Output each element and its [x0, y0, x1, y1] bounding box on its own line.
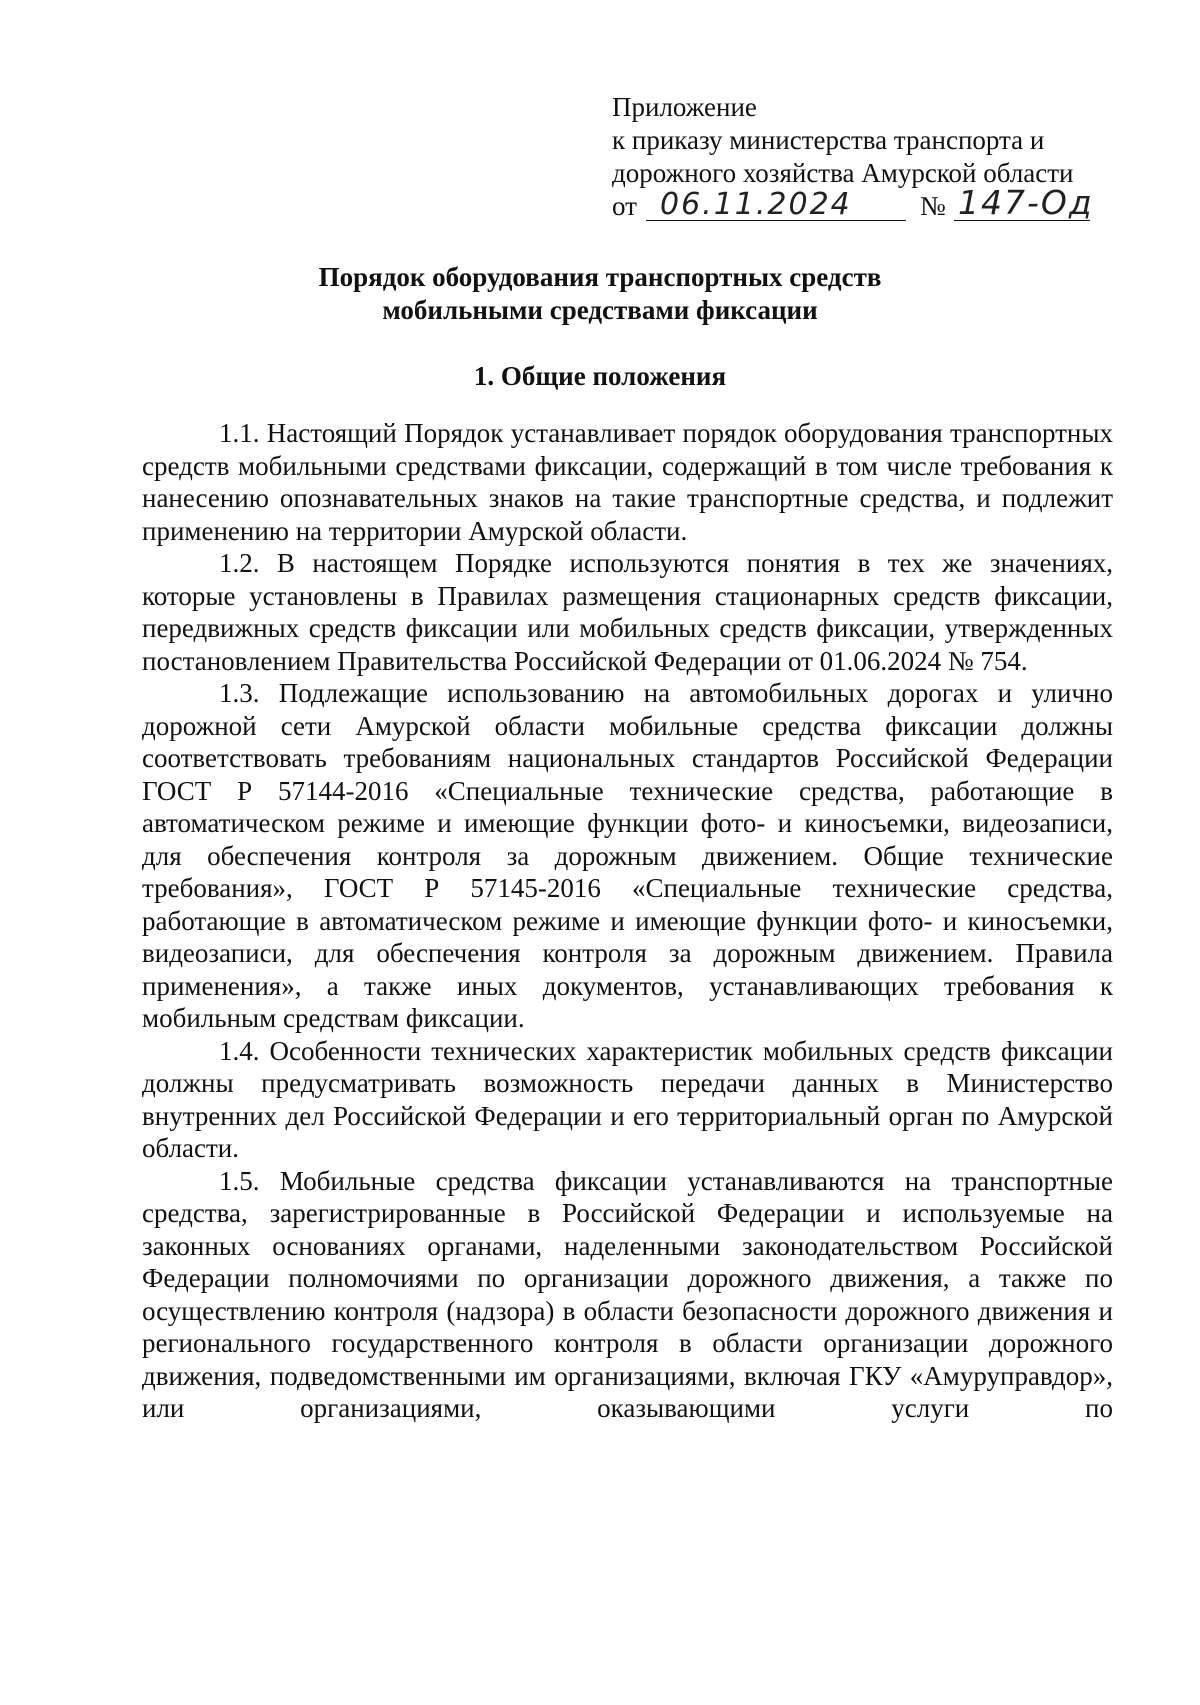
paragraph-1-2: 1.2. В настоящем Порядке используются понятия в тех же значениях, которые установлены в Правилах размещения стационарных средств фиксации, передвижных средств фиксации или мобильных средств фиксации, утвержденных постановлением Правительства Российской Федерации от 01.06.2024 № 754.: [142, 548, 1113, 676]
date-label: от: [612, 191, 637, 221]
handwritten-number: 147-Од: [958, 183, 1094, 222]
paragraph-1-5: 1.5. Мобильные средства фиксации устанавливаются на транспортные средства, зарегистрированные в Российской Федерации и используемые на законных основаниях органами, наделенными законодательством Российской Федерации полномочиями по организации дорожного движения, а также по осуществлению контроля (надзора) в области безопасности дорожного движения и регионального государственного контроля в области организации дорожного движения, подведомственными им организациями, включая ГКУ «Амуруправдор», или организациями, оказывающими услуги по: [142, 1165, 1113, 1423]
annex-title: Приложение: [612, 92, 757, 122]
section-title: 1. Общие положения: [473, 361, 727, 391]
document-body: [142, 417, 1113, 1425]
paragraph-1-1: 1.1. Настоящий Порядок устанавливает порядок оборудования транспортных средств мобильными средствами фиксации, содержащий в том числе требования к нанесению опознавательных знаков на такие транспортные средства, и подлежит применению на территории Амурской области.: [142, 418, 1113, 546]
document-title-line-2: мобильными средствами фиксации: [382, 295, 818, 325]
annex-date-number-line: [612, 183, 1094, 230]
annex-order-reference: к приказу министерства транспорта и: [612, 125, 1045, 155]
annex-header: [612, 91, 1092, 230]
paragraph-1-4: 1.4. Особенности технических характеристик мобильных средств фиксации должны предусматривать возможность передачи данных в Министерство внутренних дел Российской Федерации и его территориальный орган по Амурской области.: [142, 1035, 1113, 1163]
paragraph-1-3: 1.3. Подлежащие использованию на автомобильных дорогах и улично дорожной сети Амурской области мобильные средства фиксации должны соответствовать требованиям национальных стандартов Российской Федерации ГОСТ Р 57144-2016 «Специальные технические средства, работающие в автоматическом режиме и имеющие функции фото- и киносъемки, видеозаписи, для обеспечения контроля за дорожным движением. Общие технические требования», ГОСТ Р 57145-2016 «Специальные технические средства, работающие в автоматическом режиме и имеющие функции фото- и киносъемки, видеозаписи, для обеспечения контроля за дорожным движением. Правила применения», а также иных документов, устанавливающих требования к мобильным средствам фиксации.: [142, 678, 1113, 1033]
document-title-line-1: Порядок оборудования транспортных средств: [318, 262, 882, 292]
annex-authority: дорожного хозяйства Амурской области: [612, 158, 1074, 188]
number-label: №: [920, 191, 946, 221]
handwritten-date: 06.11.2024: [660, 187, 852, 222]
